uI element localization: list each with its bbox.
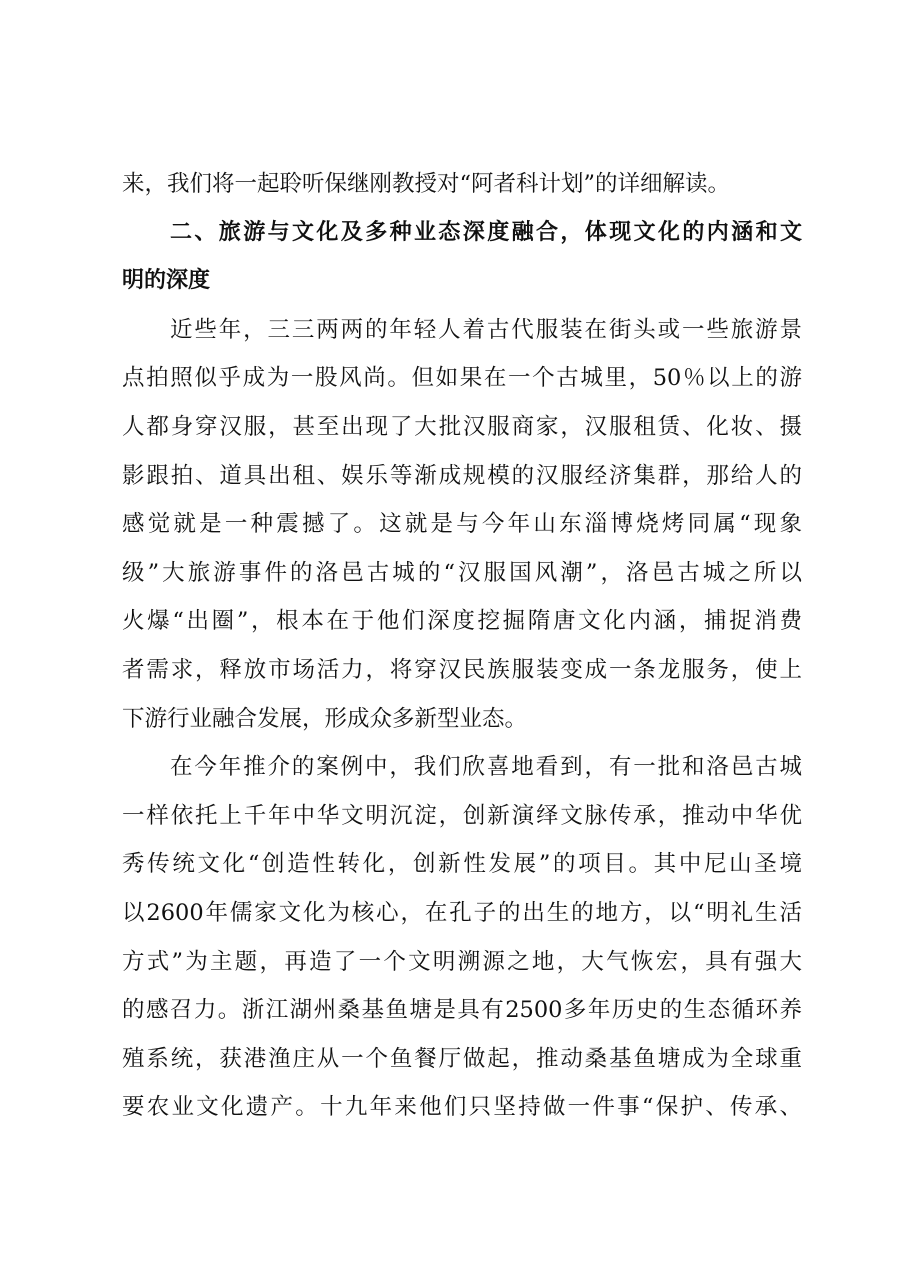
- paragraph-line: 级”大旅游事件的洛邑古城的“汉服国风潮”，洛邑古城之所以: [122, 559, 802, 586]
- section-heading-continued: 明的深度: [122, 268, 211, 294]
- paragraph-line: 殖系统，获港渔庄从一个鱼餐厅做起，推动桑基鱼塘成为全球重: [122, 1045, 802, 1072]
- paragraph-line: 在今年推介的案例中，我们欣喜地看到，有一批和洛邑古城: [170, 754, 802, 781]
- paragraph-line: 要农业文化遗产。十九年来他们只坚持做一件事“保护、传承、: [122, 1094, 802, 1121]
- paragraph-line: 以2600年儒家文化为核心，在孔子的出生的地方，以“明礼生活: [122, 899, 802, 926]
- paragraph-line: 人都身穿汉服，甚至出现了大批汉服商家，汉服租赁、化妆、摄: [122, 413, 802, 440]
- document-body: [122, 160, 802, 1132]
- paragraph-line: 下游行业融合发展，形成众多新型业态。: [122, 705, 528, 732]
- paragraph-line: 近些年，三三两两的年轻人着古代服装在街头或一些旅游景: [170, 316, 802, 343]
- paragraph-line: 秀传统文化“创造性转化，创新性发展”的项目。其中尼山圣境: [122, 851, 802, 878]
- paragraph-line: 影跟拍、道具出租、娱乐等渐成规模的汉服经济集群，那给人的: [122, 462, 802, 489]
- section-heading: 二、旅游与文化及多种业态深度融合，体现文化的内涵和文: [170, 219, 802, 245]
- paragraph-line: 感觉就是一种震撼了。这就是与今年山东淄博烧烤同属“现象: [122, 511, 802, 538]
- paragraph-line: 者需求，释放市场活力，将穿汉民族服装变成一条龙服务，使上: [122, 656, 802, 683]
- paragraph-line: 的感召力。浙江湖州桑基鱼塘是具有2500多年历史的生态循环养: [122, 997, 802, 1024]
- text-line: 来，我们将一起聆听保继刚教授对“阿者科计划”的详细解读。: [122, 171, 731, 197]
- paragraph-line: 方式”为主题，再造了一个文明溯源之地，大气恢宏，具有强大: [122, 948, 802, 975]
- paragraph-line: 一样依托上千年中华文明沉淀，创新演绎文脉传承，推动中华优: [122, 802, 802, 829]
- paragraph-line: 火爆“出圈”，根本在于他们深度挖掘隋唐文化内涵，捕捉消费: [122, 608, 802, 635]
- paragraph-line: 点拍照似乎成为一股风尚。但如果在一个古城里，50％以上的游: [122, 365, 802, 392]
